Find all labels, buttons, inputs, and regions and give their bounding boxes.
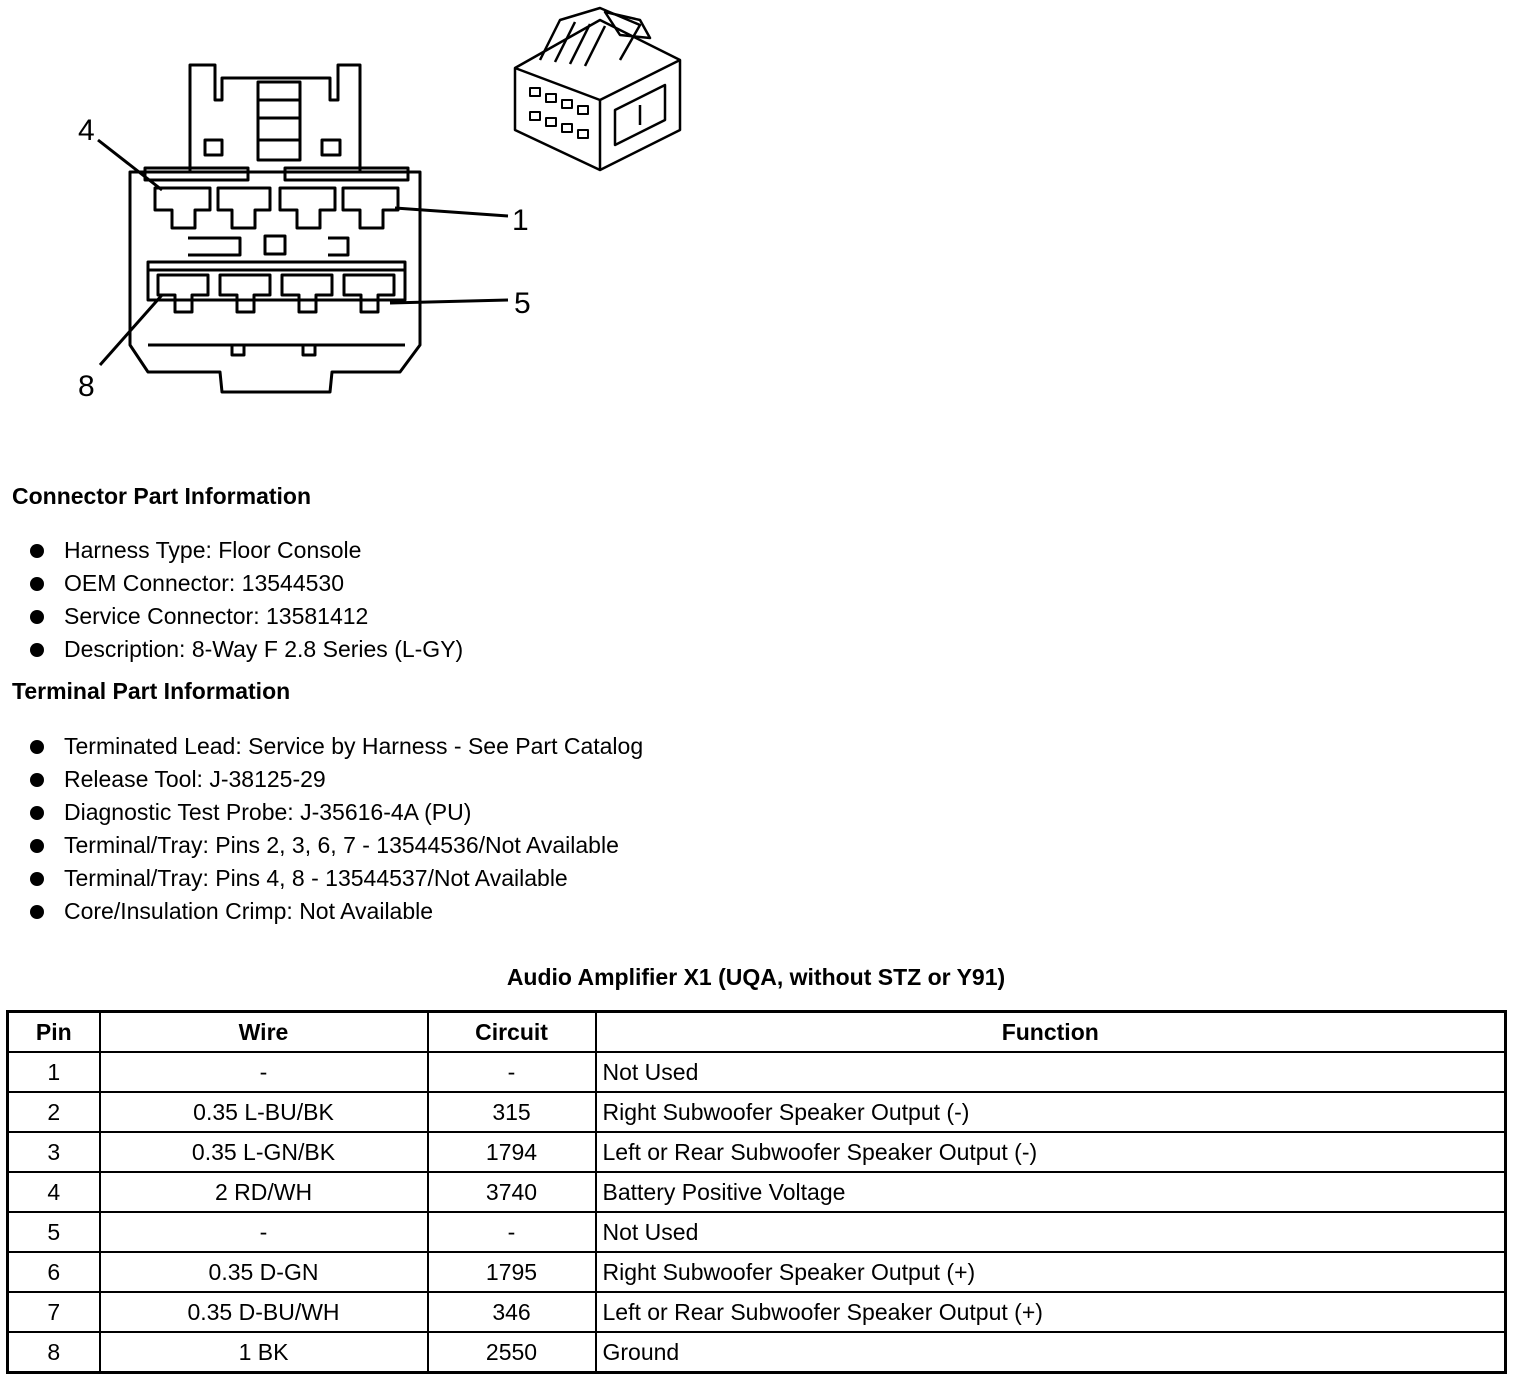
cell-function: Not Used xyxy=(596,1052,1506,1092)
terminal-info-list xyxy=(28,730,643,928)
cell-pin: 8 xyxy=(8,1332,100,1373)
list-item: Service Connector: 13581412 xyxy=(28,600,463,633)
cell-circuit: - xyxy=(428,1212,596,1252)
connector-iso-view xyxy=(515,8,680,170)
bullet-icon xyxy=(30,839,44,853)
pin-table-title: Audio Amplifier X1 (UQA, without STZ or Y91) xyxy=(506,964,1006,990)
cell-circuit: 1794 xyxy=(428,1132,596,1172)
pin-label-1: 1 xyxy=(512,204,529,237)
cell-function: Left or Rear Subwoofer Speaker Output (+) xyxy=(596,1292,1506,1332)
cell-function: Right Subwoofer Speaker Output (+) xyxy=(596,1252,1506,1292)
cell-circuit: 2550 xyxy=(428,1332,596,1373)
bullet-icon xyxy=(30,740,44,754)
bullet-icon xyxy=(30,544,44,558)
bullet-icon xyxy=(30,610,44,624)
header-circuit: Circuit xyxy=(428,1012,596,1053)
cell-pin: 5 xyxy=(8,1212,100,1252)
cell-function: Not Used xyxy=(596,1212,1506,1252)
table-row xyxy=(8,1092,1506,1132)
list-item: OEM Connector: 13544530 xyxy=(28,567,463,600)
cell-wire: 1 BK xyxy=(100,1332,428,1373)
cell-wire: 2 RD/WH xyxy=(100,1172,428,1212)
list-item: Diagnostic Test Probe: J-35616-4A (PU) xyxy=(28,796,643,829)
bullet-icon xyxy=(30,872,44,886)
cell-wire: - xyxy=(100,1212,428,1252)
list-item: Description: 8-Way F 2.8 Series (L-GY) xyxy=(28,633,463,666)
list-item: Core/Insulation Crimp: Not Available xyxy=(28,895,643,928)
connector-body-outline xyxy=(130,172,420,392)
cell-function: Battery Positive Voltage xyxy=(596,1172,1506,1212)
table-row xyxy=(8,1292,1506,1332)
table-row xyxy=(8,1252,1506,1292)
table-row xyxy=(8,1132,1506,1172)
cell-pin: 3 xyxy=(8,1132,100,1172)
cell-circuit: 3740 xyxy=(428,1172,596,1212)
list-item: Terminal/Tray: Pins 2, 3, 6, 7 - 13544536/Not Available xyxy=(28,829,643,862)
connector-info-list xyxy=(28,534,463,666)
pin-label-5: 5 xyxy=(514,287,531,320)
terminal-info-heading: Terminal Part Information xyxy=(12,678,291,704)
cell-circuit: 346 xyxy=(428,1292,596,1332)
header-function: Function xyxy=(596,1012,1506,1053)
cell-wire: 0.35 L-BU/BK xyxy=(100,1092,428,1132)
cell-function: Right Subwoofer Speaker Output (-) xyxy=(596,1092,1506,1132)
leader-line-pin-1 xyxy=(395,208,508,216)
bullet-icon xyxy=(30,806,44,820)
cell-pin: 2 xyxy=(8,1092,100,1132)
connector-face-diagram xyxy=(0,0,720,420)
list-item: Harness Type: Floor Console xyxy=(28,534,463,567)
list-item: Terminal/Tray: Pins 4, 8 - 13544537/Not Available xyxy=(28,862,643,895)
cell-pin: 1 xyxy=(8,1052,100,1092)
list-item: Release Tool: J-38125-29 xyxy=(28,763,643,796)
table-row xyxy=(8,1172,1506,1212)
pin-table xyxy=(6,1010,1507,1374)
cell-circuit: 315 xyxy=(428,1092,596,1132)
cell-wire: 0.35 D-GN xyxy=(100,1252,428,1292)
cell-pin: 7 xyxy=(8,1292,100,1332)
cell-function: Ground xyxy=(596,1332,1506,1373)
cell-wire: - xyxy=(100,1052,428,1092)
pin-label-4: 4 xyxy=(78,114,95,147)
header-wire: Wire xyxy=(100,1012,428,1053)
bottom-row-cavities xyxy=(158,275,394,312)
cell-pin: 4 xyxy=(8,1172,100,1212)
leader-line-pin-5 xyxy=(390,300,508,303)
cell-circuit: - xyxy=(428,1052,596,1092)
bullet-icon xyxy=(30,643,44,657)
cell-pin: 6 xyxy=(8,1252,100,1292)
connector-info-heading: Connector Part Information xyxy=(12,483,312,509)
cell-circuit: 1795 xyxy=(428,1252,596,1292)
table-row xyxy=(8,1052,1506,1092)
table-row xyxy=(8,1332,1506,1373)
cell-function: Left or Rear Subwoofer Speaker Output (-) xyxy=(596,1132,1506,1172)
bullet-icon xyxy=(30,773,44,787)
pin-label-8: 8 xyxy=(78,370,95,403)
table-header-row xyxy=(8,1012,1506,1053)
header-pin: Pin xyxy=(8,1012,100,1053)
table-row xyxy=(8,1212,1506,1252)
cell-wire: 0.35 L-GN/BK xyxy=(100,1132,428,1172)
list-item: Terminated Lead: Service by Harness - See Part Catalog xyxy=(28,730,643,763)
bullet-icon xyxy=(30,905,44,919)
cell-wire: 0.35 D-BU/WH xyxy=(100,1292,428,1332)
bullet-icon xyxy=(30,577,44,591)
top-row-cavities xyxy=(155,188,398,228)
